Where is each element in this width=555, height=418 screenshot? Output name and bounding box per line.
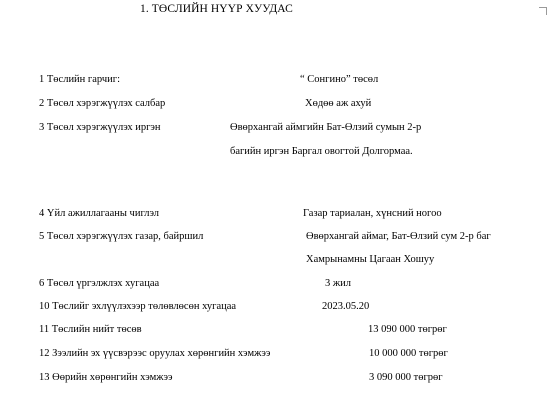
row-label-project-title: 1 Төслийн гарчиг:	[39, 74, 121, 85]
row-label-implementer: 3 Төсөл хэрэгжүүлэх иргэн	[39, 122, 161, 133]
row-label-sector: 2 Төсөл хэрэгжүүлэх салбар	[39, 98, 166, 109]
row-label-loan-amount: 12 Зээлийн эх үүсвэрээс оруулах хөрөнгийн хэмжээ	[39, 348, 271, 359]
row-value-loan-amount: 10 000 000 төгрөг	[369, 348, 448, 359]
row-value-duration: 3 жил	[325, 278, 351, 289]
row-value-implementer-line2: багийн иргэн Баргал овогтой Долгормаа.	[230, 146, 413, 157]
row-value-sector: Хөдөө аж ахуй	[305, 98, 372, 109]
row-label-activity: 4 Үйл ажиллагааны чиглэл	[39, 208, 160, 219]
row-label-location: 5 Төсөл хэрэгжүүлэх газар, байршил	[39, 231, 204, 242]
row-label-duration: 6 Төсөл үргэлжлэх хугацаа	[39, 278, 160, 289]
margin-corner-mark	[539, 7, 547, 15]
row-value-own-capital: 3 090 000 төгрөг	[369, 372, 443, 383]
row-label-start-date: 10 Төслийг эхлүүлэхээр төлөвлөсөн хугацаа	[39, 301, 237, 312]
row-value-implementer: Өвөрхангай аймгийн Бат-Өлзий сумын 2-р	[230, 122, 422, 133]
row-value-location: Өвөрхангай аймаг, Бат-Өлзий сум 2-р баг	[306, 231, 491, 242]
row-value-project-title: “ Сонгино” төсөл	[300, 74, 379, 85]
row-value-activity: Газар тариалан, хүнсний ногоо	[303, 208, 442, 219]
page-title: 1. ТӨСЛИЙН НҮҮР ХУУДАС	[140, 3, 293, 15]
row-value-total-budget: 13 090 000 төгрөг	[368, 324, 447, 335]
row-label-total-budget: 11 Төслийн нийт төсөв	[39, 324, 142, 335]
row-value-start-date: 2023.05.20	[322, 301, 370, 312]
row-value-location-line2: Хамрынамны Цагаан Хошуу	[306, 254, 435, 265]
row-label-own-capital: 13 Өөрийн хөрөнгийн хэмжээ	[39, 372, 173, 383]
